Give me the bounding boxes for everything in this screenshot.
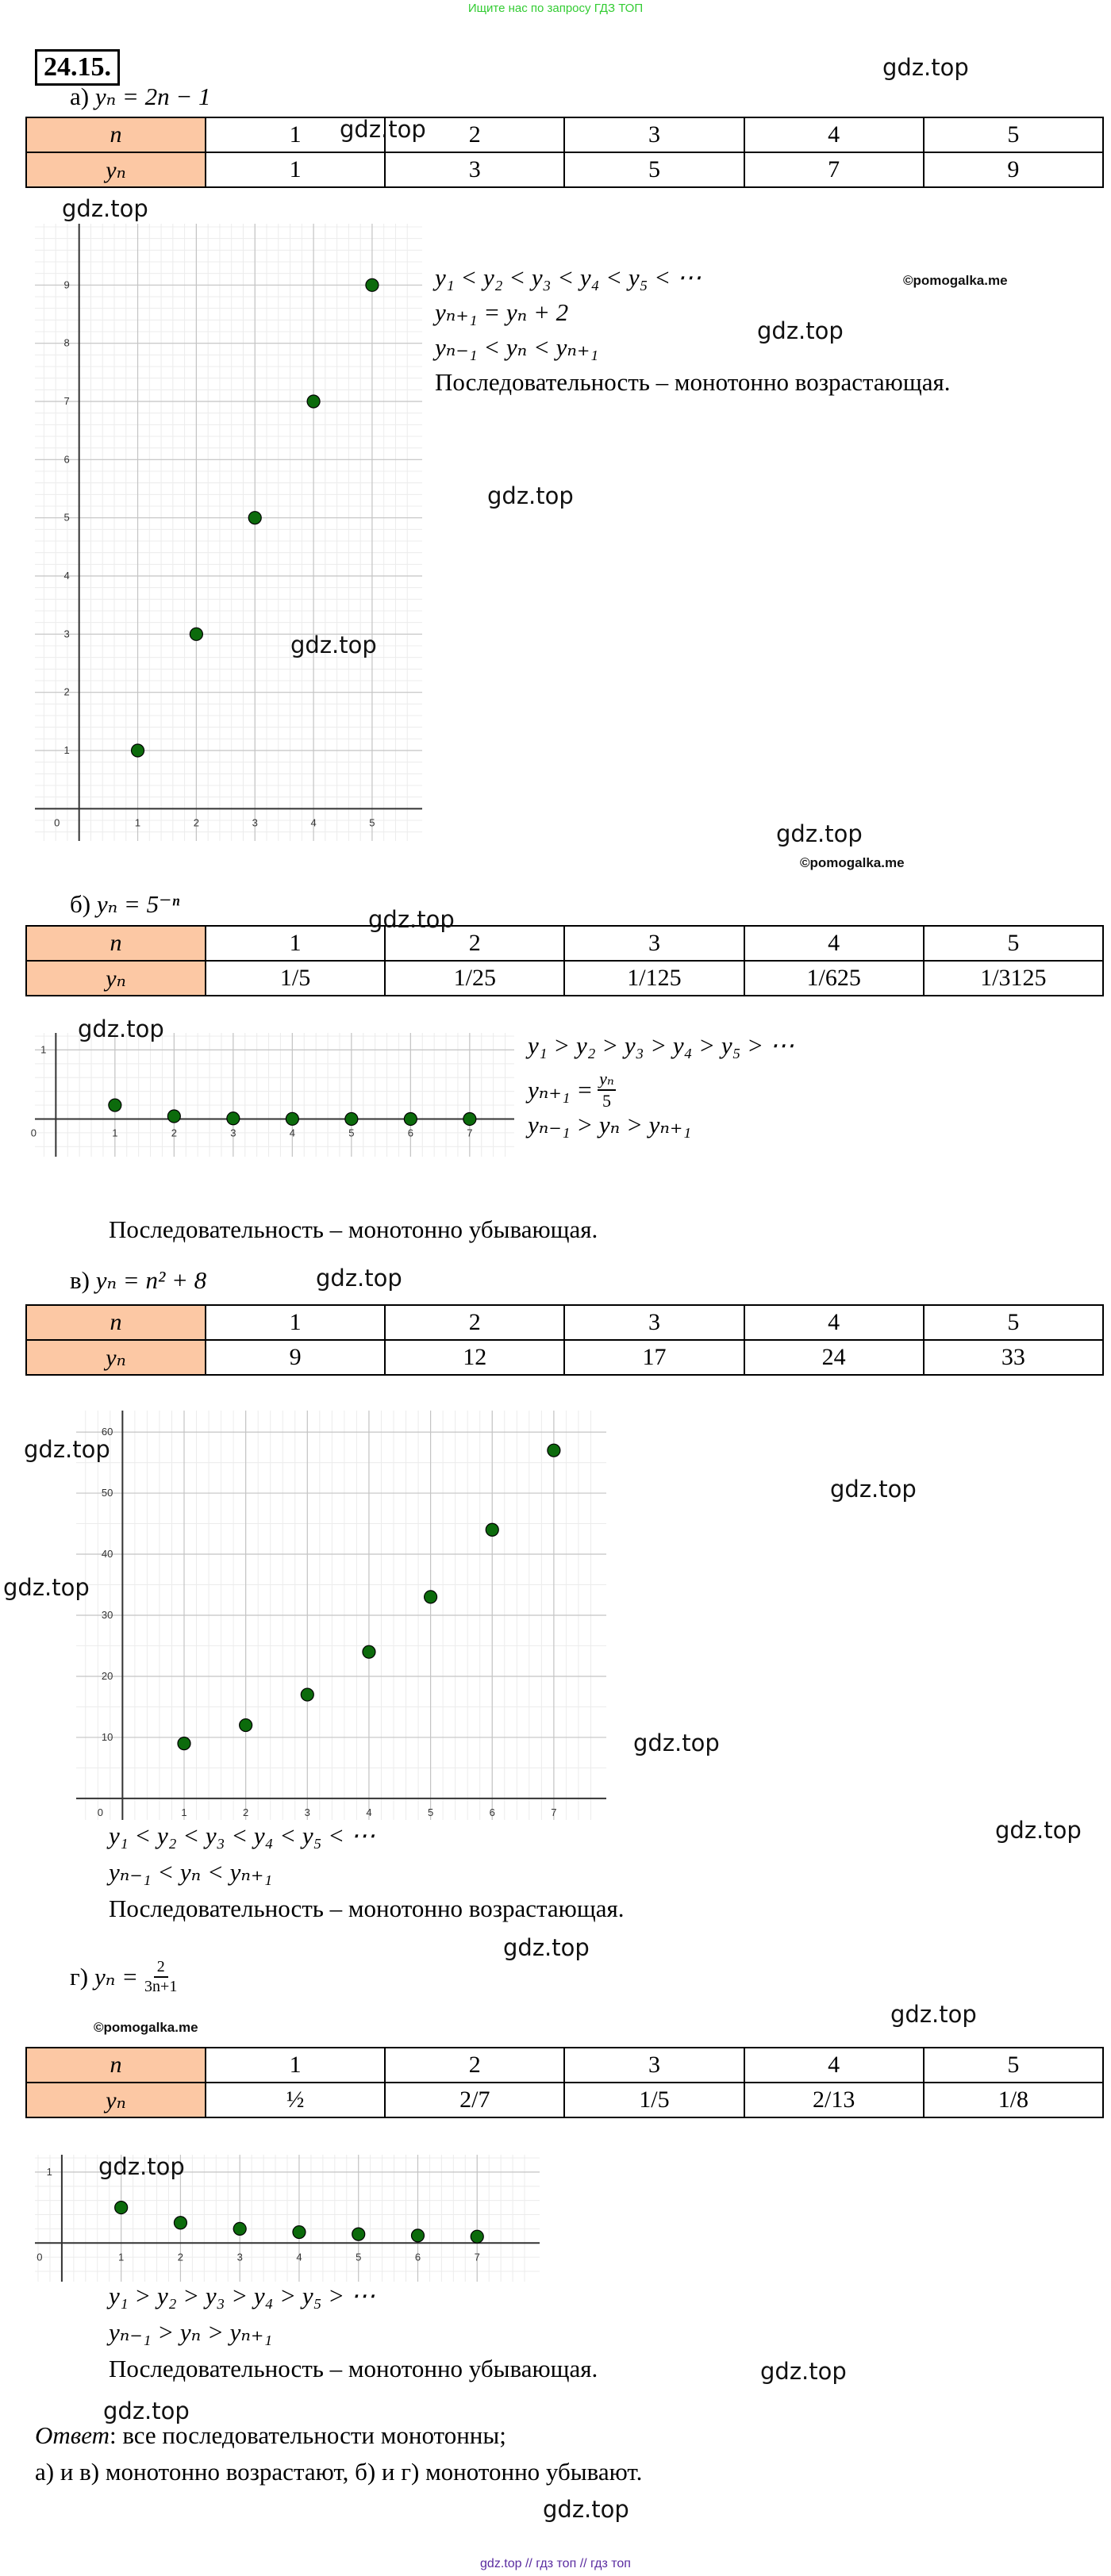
table-cell: 1/25 bbox=[385, 961, 564, 996]
watermark: gdz.top bbox=[882, 54, 969, 81]
y-tick-label: 1 bbox=[46, 2165, 52, 2178]
x-tick-label: 4 bbox=[310, 816, 317, 829]
part-b-note: yₙ₋₁ > yₙ > yₙ₊₁ bbox=[528, 1111, 692, 1138]
part-v-conclusion: Последовательность – монотонно возрастающая. bbox=[109, 1895, 625, 1922]
chart-part-b bbox=[30, 1033, 514, 1157]
table-cell: 3 bbox=[564, 2048, 744, 2083]
table-cell: 1/3125 bbox=[924, 961, 1103, 996]
table-cell: 3 bbox=[385, 152, 564, 187]
table-cell: 1/125 bbox=[564, 961, 744, 996]
watermark: gdz.top bbox=[830, 1476, 917, 1503]
data-point bbox=[227, 1112, 240, 1125]
table-row bbox=[26, 1305, 1103, 1340]
table-cell: 2 bbox=[385, 2048, 564, 2083]
table-cell: 1/5 bbox=[206, 961, 385, 996]
data-point bbox=[115, 2202, 128, 2214]
table-cell: 2 bbox=[385, 1305, 564, 1340]
table-cell: 4 bbox=[744, 1305, 924, 1340]
answer-text: : все последовательности монотонны; bbox=[109, 2421, 506, 2449]
x-tick-label: 0 bbox=[97, 1806, 103, 1818]
data-point bbox=[132, 744, 144, 757]
data-point bbox=[178, 1737, 190, 1750]
table-header-y: yₙ bbox=[26, 1340, 206, 1375]
watermark: gdz.top bbox=[995, 1817, 1082, 1844]
answer-line-2: а) и в) монотонно возрастают, б) и г) монотонно убывают. bbox=[35, 2458, 643, 2486]
x-tick-label: 6 bbox=[407, 1127, 413, 1139]
y-tick-label: 4 bbox=[63, 570, 70, 582]
y-tick-label: 2 bbox=[63, 685, 70, 698]
x-tick-label: 5 bbox=[369, 816, 375, 829]
x-tick-label: 6 bbox=[414, 2251, 421, 2263]
part-g-note: y₁ > y₂ > y₃ > y₄ > y₅ > ⋯ bbox=[109, 2282, 375, 2309]
data-point bbox=[233, 2222, 246, 2235]
fraction-denominator: 5 bbox=[602, 1091, 611, 1111]
fraction-denominator: 3n+1 bbox=[144, 1978, 178, 1995]
watermark: gdz.top bbox=[340, 116, 426, 143]
x-tick-label: 2 bbox=[243, 1806, 249, 1818]
y-tick-label: 5 bbox=[63, 511, 70, 524]
table-row bbox=[26, 152, 1103, 187]
table-cell: 3 bbox=[564, 1305, 744, 1340]
y-tick-label: 6 bbox=[63, 453, 70, 466]
part-a-heading bbox=[70, 83, 211, 111]
watermark-small: ©pomogalka.me bbox=[903, 273, 1008, 288]
x-tick-label: 0 bbox=[30, 1127, 37, 1139]
watermark: gdz.top bbox=[776, 820, 863, 847]
table-cell: 1 bbox=[206, 1305, 385, 1340]
table-part-b bbox=[25, 925, 1104, 996]
data-point bbox=[174, 2217, 186, 2229]
part-g-formula-fraction bbox=[144, 1958, 177, 1996]
table-cell: 9 bbox=[206, 1340, 385, 1375]
table-cell: 3 bbox=[564, 117, 744, 152]
fraction-numerator: yₙ bbox=[598, 1069, 616, 1091]
table-cell: 1/5 bbox=[564, 2083, 744, 2117]
x-tick-label: 1 bbox=[112, 1127, 118, 1139]
watermark-small: ©pomogalka.me bbox=[800, 855, 905, 870]
part-v-note: yₙ₋₁ < yₙ < yₙ₊₁ bbox=[109, 1858, 273, 1886]
x-tick-label: 5 bbox=[427, 1806, 434, 1818]
y-tick-label: 10 bbox=[101, 1730, 113, 1743]
part-b-note: yₙ₊₁ = bbox=[528, 1076, 594, 1104]
table-cell: 5 bbox=[924, 117, 1103, 152]
x-tick-label: 0 bbox=[54, 816, 60, 829]
table-header-n: n bbox=[26, 2048, 206, 2083]
part-b-label: б) bbox=[70, 890, 91, 918]
watermark: gdz.top bbox=[890, 2001, 977, 2028]
answer-label: Ответ bbox=[35, 2421, 110, 2449]
watermark-small: ©pomogalka.me bbox=[94, 2020, 198, 2035]
part-a-note: yₙ₊₁ = yₙ + 2 bbox=[435, 298, 569, 326]
data-point bbox=[425, 1591, 437, 1603]
watermark: gdz.top bbox=[62, 195, 148, 222]
part-v-label: в) bbox=[70, 1266, 90, 1294]
table-row bbox=[26, 117, 1103, 152]
table-cell: 1 bbox=[206, 926, 385, 961]
table-header-y: yₙ bbox=[26, 961, 206, 996]
data-point bbox=[352, 2228, 365, 2240]
data-point bbox=[471, 2230, 483, 2243]
x-tick-label: 2 bbox=[171, 1127, 177, 1139]
table-cell: 12 bbox=[385, 1340, 564, 1375]
table-cell: 1/625 bbox=[744, 961, 924, 996]
y-tick-label: 20 bbox=[101, 1669, 113, 1682]
y-tick-label: 40 bbox=[101, 1548, 113, 1561]
table-cell: 17 bbox=[564, 1340, 744, 1375]
watermark: gdz.top bbox=[98, 2153, 185, 2180]
data-point bbox=[463, 1112, 476, 1125]
data-point bbox=[345, 1112, 358, 1125]
table-row bbox=[26, 961, 1103, 996]
table-cell: 5 bbox=[924, 1305, 1103, 1340]
x-tick-label: 4 bbox=[366, 1806, 372, 1818]
x-tick-label: 4 bbox=[289, 1127, 295, 1139]
table-cell: 1 bbox=[206, 2048, 385, 2083]
table-cell: 2 bbox=[385, 926, 564, 961]
table-row bbox=[26, 1340, 1103, 1375]
data-point bbox=[293, 2226, 306, 2239]
table-cell: 2 bbox=[385, 117, 564, 152]
table-row bbox=[26, 2083, 1103, 2117]
x-tick-label: 3 bbox=[252, 816, 258, 829]
y-tick-label: 8 bbox=[63, 336, 70, 349]
table-cell: 5 bbox=[564, 152, 744, 187]
table-cell: 3 bbox=[564, 926, 744, 961]
table-cell: 2/7 bbox=[385, 2083, 564, 2117]
y-tick-label: 30 bbox=[101, 1609, 113, 1621]
search-banner[interactable]: Ищите нас по запросу ГДЗ ТОП bbox=[467, 2, 644, 15]
y-tick-label: 1 bbox=[63, 744, 70, 756]
y-tick-label: 3 bbox=[63, 628, 70, 640]
x-tick-label: 3 bbox=[304, 1806, 310, 1818]
x-tick-label: 4 bbox=[296, 2251, 302, 2263]
x-tick-label: 5 bbox=[356, 2251, 362, 2263]
x-tick-label: 7 bbox=[551, 1806, 557, 1818]
data-point bbox=[167, 1110, 180, 1123]
footer-links[interactable]: gdz.top // гдз топ // гдз топ bbox=[480, 2557, 631, 2570]
data-point bbox=[486, 1523, 498, 1536]
watermark: gdz.top bbox=[633, 1729, 720, 1756]
table-cell: 9 bbox=[924, 152, 1103, 187]
table-header-n: n bbox=[26, 1305, 206, 1340]
part-b-recurrence bbox=[528, 1069, 794, 1111]
table-cell: 4 bbox=[744, 2048, 924, 2083]
part-g-label: г) bbox=[70, 1963, 89, 1991]
table-header-y: yₙ bbox=[26, 2083, 206, 2117]
table-row bbox=[26, 926, 1103, 961]
part-b-conclusion: Последовательность – монотонно убывающая. bbox=[109, 1215, 598, 1243]
part-v-heading bbox=[70, 1266, 206, 1295]
data-point bbox=[190, 628, 202, 640]
fraction bbox=[598, 1069, 616, 1111]
part-g-conclusion: Последовательность – монотонно убывающая. bbox=[109, 2355, 598, 2382]
watermark: gdz.top bbox=[487, 482, 574, 509]
x-tick-label: 7 bbox=[474, 2251, 480, 2263]
data-point bbox=[307, 395, 320, 408]
table-cell: 1 bbox=[206, 117, 385, 152]
part-a-formula: yₙ = 2n − 1 bbox=[94, 83, 211, 110]
chart-part-a bbox=[35, 224, 422, 841]
part-v-note: y₁ < y₂ < y₃ < y₄ < y₅ < ⋯ bbox=[109, 1822, 375, 1849]
data-point bbox=[286, 1112, 298, 1125]
table-cell: 4 bbox=[744, 117, 924, 152]
x-tick-label: 5 bbox=[348, 1127, 355, 1139]
chart-part-v bbox=[76, 1411, 606, 1820]
part-g-formula-left: yₙ = bbox=[94, 1963, 139, 1991]
data-point bbox=[240, 1719, 252, 1732]
watermark: gdz.top bbox=[543, 2496, 629, 2523]
x-tick-label: 1 bbox=[118, 2251, 125, 2263]
part-b-note: y₁ > y₂ > y₃ > y₄ > y₅ > ⋯ bbox=[528, 1031, 794, 1059]
table-cell: 1/8 bbox=[924, 2083, 1103, 2117]
data-point bbox=[109, 1099, 121, 1111]
table-part-g bbox=[25, 2047, 1104, 2118]
x-tick-label: 0 bbox=[37, 2251, 43, 2263]
watermark: gdz.top bbox=[78, 1015, 164, 1042]
table-row bbox=[26, 2048, 1103, 2083]
x-tick-label: 2 bbox=[193, 816, 200, 829]
table-cell: 1 bbox=[206, 152, 385, 187]
table-header-y: yₙ bbox=[26, 152, 206, 187]
table-cell: 5 bbox=[924, 926, 1103, 961]
watermark: gdz.top bbox=[103, 2397, 190, 2424]
data-point bbox=[248, 512, 261, 524]
table-cell: ½ bbox=[206, 2083, 385, 2117]
x-tick-label: 6 bbox=[489, 1806, 495, 1818]
watermark: gdz.top bbox=[503, 1934, 590, 1961]
y-tick-label: 9 bbox=[63, 278, 70, 291]
data-point bbox=[411, 2229, 424, 2242]
table-cell: 24 bbox=[744, 1340, 924, 1375]
watermark: gdz.top bbox=[757, 317, 844, 344]
x-tick-label: 7 bbox=[467, 1127, 473, 1139]
y-tick-label: 7 bbox=[63, 395, 70, 407]
x-tick-label: 3 bbox=[236, 2251, 243, 2263]
part-b-formula: yₙ = 5⁻ⁿ bbox=[96, 890, 180, 918]
x-tick-label: 1 bbox=[181, 1806, 187, 1818]
table-cell: 7 bbox=[744, 152, 924, 187]
part-b-heading bbox=[70, 890, 179, 919]
x-tick-label: 3 bbox=[230, 1127, 236, 1139]
watermark: gdz.top bbox=[290, 632, 377, 658]
x-tick-label: 1 bbox=[134, 816, 141, 829]
table-header-n: n bbox=[26, 926, 206, 961]
data-point bbox=[404, 1112, 417, 1125]
table-cell: 33 bbox=[924, 1340, 1103, 1375]
watermark: gdz.top bbox=[24, 1436, 110, 1463]
table-cell: 2/13 bbox=[744, 2083, 924, 2117]
part-a-note: y₁ < y₂ < y₃ < y₄ < y₅ < ⋯ bbox=[435, 263, 702, 291]
part-g-heading bbox=[70, 1958, 177, 1996]
data-point bbox=[363, 1645, 375, 1658]
data-point bbox=[301, 1688, 313, 1701]
answer-line-1 bbox=[35, 2421, 506, 2450]
part-a-conclusion: Последовательность – монотонно возрастающая. bbox=[435, 368, 951, 396]
part-g-note: yₙ₋₁ > yₙ > yₙ₊₁ bbox=[109, 2318, 273, 2346]
table-cell: 5 bbox=[924, 2048, 1103, 2083]
watermark: gdz.top bbox=[3, 1574, 90, 1601]
watermark: gdz.top bbox=[316, 1265, 402, 1292]
fraction-numerator: 2 bbox=[154, 1958, 168, 1978]
x-tick-label: 2 bbox=[177, 2251, 184, 2263]
watermark: gdz.top bbox=[760, 2358, 847, 2385]
y-tick-label: 1 bbox=[40, 1043, 47, 1056]
table-header-n: n bbox=[26, 117, 206, 152]
table-part-v bbox=[25, 1304, 1104, 1376]
data-point bbox=[366, 278, 379, 291]
y-tick-label: 50 bbox=[101, 1487, 113, 1499]
watermark: gdz.top bbox=[368, 906, 455, 933]
y-tick-label: 60 bbox=[101, 1426, 113, 1438]
part-a-label: а) bbox=[70, 83, 90, 110]
problem-number: 24.15. bbox=[35, 49, 120, 86]
table-cell: 4 bbox=[744, 926, 924, 961]
part-a-note: yₙ₋₁ < yₙ < yₙ₊₁ bbox=[435, 333, 599, 361]
table-part-a bbox=[25, 117, 1104, 188]
part-v-formula: yₙ = n² + 8 bbox=[95, 1266, 207, 1294]
data-point bbox=[548, 1444, 560, 1457]
